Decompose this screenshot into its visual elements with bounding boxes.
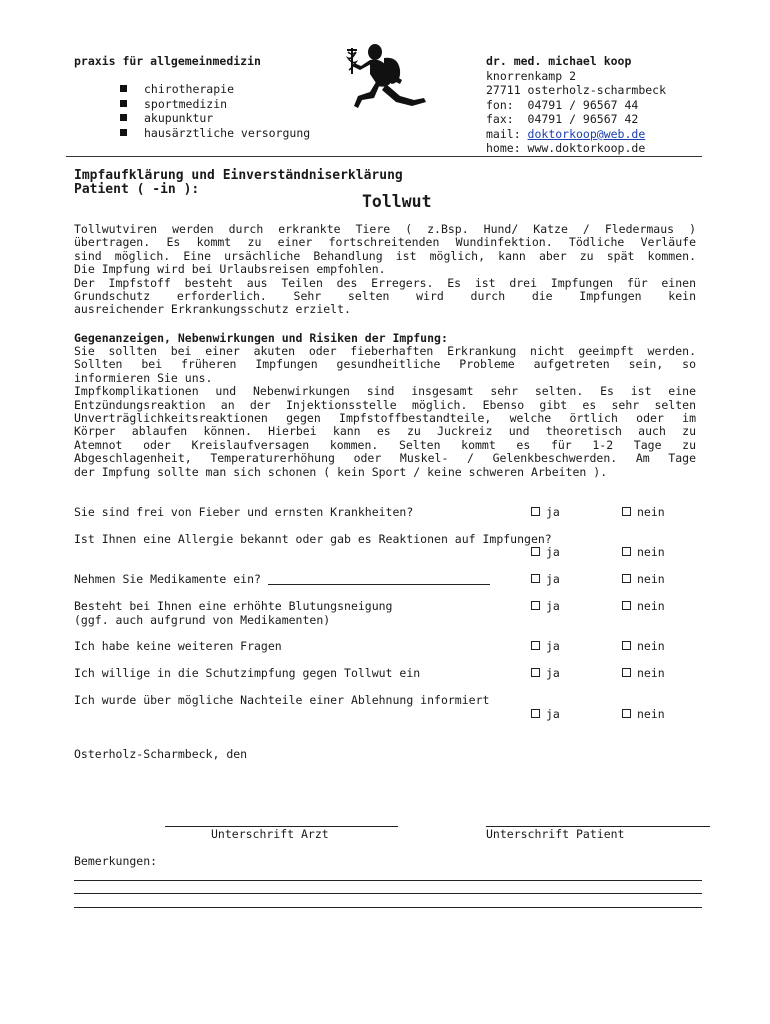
bullet-icon	[120, 114, 127, 121]
mail-line: mail: doktorkoop@web.de	[486, 126, 646, 141]
checkbox-bleeding-no[interactable]: nein	[622, 599, 665, 613]
risks-heading: Gegenanzeigen, Nebenwirkungen und Risiken der Impfung:	[74, 331, 448, 345]
checkbox-icon	[622, 641, 631, 650]
remarks-label: Bemerkungen:	[74, 854, 158, 868]
checkbox-icon	[531, 668, 540, 677]
checkbox-bleeding-yes[interactable]: ja	[531, 599, 560, 613]
service-item: sportmedizin	[120, 97, 310, 112]
street: knorrenkamp 2	[486, 68, 577, 83]
checkbox-icon	[531, 709, 540, 718]
checkbox-refusal-no[interactable]: nein	[622, 707, 665, 721]
service-item: hausärztliche versorgung	[120, 126, 310, 141]
patient-label: Patient ( -in ):	[74, 182, 200, 197]
checkbox-icon	[531, 601, 540, 610]
phone: fon: 04791 / 96567 44	[486, 97, 639, 112]
services-list	[120, 82, 310, 140]
doctor-signature-label: Unterschrift Arzt	[211, 827, 329, 841]
remarks-line[interactable]	[74, 893, 702, 894]
remarks-line[interactable]	[74, 907, 702, 908]
checkbox-icon	[622, 547, 631, 556]
checkbox-medication-no[interactable]: nein	[622, 572, 665, 586]
checkbox-consent-no[interactable]: nein	[622, 666, 665, 680]
question-bleeding-note: (ggf. auch aufgrund von Medikamenten)	[74, 613, 331, 627]
checkbox-refusal-yes[interactable]: ja	[531, 707, 560, 721]
question-allergy: Ist Ihnen eine Allergie bekannt oder gab es Reaktionen auf Impfungen?	[74, 532, 552, 546]
intro-text: Tollwutviren werden durch erkrankte Tiere ( z.Bsp. Hund/ Katze / Fledermaus ) übertragen. Es kommt zu einer fortschreitenden Wundinfektion. Tödliche Verläufe sind möglich. Eine ursächliche Behandlung ist möglich, kann aber zu spät kommen. Die Impfung wird bei Urlaubsreisen empfohlen. Der Impfstoff besteht aus Teilen des Erregers. Es ist drei Impfungen für einen Grundschutz erforderlich. Sehr selten wird durch die Impfungen kein ausreichender Erkrankungsschutz erzielt.	[74, 223, 696, 317]
checkbox-allergy-yes[interactable]: ja	[531, 545, 560, 559]
checkbox-icon	[622, 507, 631, 516]
checkbox-medication-yes[interactable]: ja	[531, 572, 560, 586]
doctor-name: dr. med. michael koop	[486, 54, 632, 68]
service-item: chirotherapie	[120, 82, 310, 97]
city: 27711 osterholz-scharmbeck	[486, 83, 667, 97]
risks-text: Sie sollten bei einer akuten oder fieberhaften Erkrankung nicht geeimpft werden. Sollten bei früheren Impfungen gesundheitliche Probleme aufgetreten sein, so informieren Sie uns. Impfkomplikationen und Nebenwirkungen sind insgesamt sehr selten. Es ist eine Entzündungsreaktion an der Injektionsstelle möglich. Ebenso gibt es sehr selten Unverträglichkeitsreaktionen gegen Impfstoffbestandteile, welche örtlich oder im Körper ablaufen können. Hierbei kann es zu Juckreiz und theoretisch auch zu Atemnot oder Kreislaufversagen kommen. Selten kommt es für 1-2 Tage zu Abgeschlagenheit, Temperaturerhöhung oder Muskel- / Gelenkbeschwerden. Am Tage der Impfung sollte man sich schonen ( kein Sport / keine schweren Arbeiten ).	[74, 345, 696, 479]
bullet-icon	[120, 100, 127, 107]
mail-link[interactable]: doktorkoop@web.de	[527, 126, 646, 141]
bullet-icon	[120, 129, 127, 136]
checkbox-nofurther-yes[interactable]: ja	[531, 639, 560, 653]
bullet-icon	[120, 85, 127, 92]
medication-input[interactable]	[268, 574, 490, 585]
running-doctor-icon	[340, 40, 430, 122]
checkbox-icon	[531, 574, 540, 583]
checkbox-fever-yes[interactable]: ja	[531, 505, 560, 519]
checkbox-icon	[531, 507, 540, 516]
remarks-line[interactable]	[74, 880, 702, 881]
checkbox-consent-yes[interactable]: ja	[531, 666, 560, 680]
checkbox-icon	[622, 601, 631, 610]
question-refusal-info: Ich wurde über mögliche Nachteile einer Ablehnung informiert	[74, 693, 490, 707]
service-item: akupunktur	[120, 111, 310, 126]
fax: fax: 04791 / 96567 42	[486, 112, 639, 126]
checkbox-icon	[622, 668, 631, 677]
question-no-further: Ich habe keine weiteren Fragen	[74, 639, 282, 653]
question-consent: Ich willige in die Schutzimpfung gegen Tollwut ein	[74, 666, 421, 680]
question-medication: Nehmen Sie Medikamente ein?	[74, 572, 490, 586]
checkbox-icon	[622, 574, 631, 583]
doctor-address	[486, 54, 666, 156]
vaccine-title: Tollwut	[362, 192, 432, 211]
practice-name: praxis für allgemeinmedizin	[74, 54, 261, 68]
question-bleeding: Besteht bei Ihnen eine erhöhte Blutungsneigung	[74, 599, 393, 613]
checkbox-allergy-no[interactable]: nein	[622, 545, 665, 559]
checkbox-icon	[531, 641, 540, 650]
checkbox-icon	[531, 547, 540, 556]
question-fever: Sie sind frei von Fieber und ernsten Krankheiten?	[74, 505, 414, 519]
checkbox-fever-no[interactable]: nein	[622, 505, 665, 519]
checkbox-nofurther-no[interactable]: nein	[622, 639, 665, 653]
checkbox-icon	[622, 709, 631, 718]
form-title: Impfaufklärung und Einverständniserklärung	[74, 168, 403, 183]
patient-signature-label: Unterschrift Patient	[486, 827, 625, 841]
header-divider	[66, 156, 702, 157]
place-date: Osterholz-Scharmbeck, den	[74, 747, 248, 761]
homepage: home: www.doktorkoop.de	[486, 141, 646, 155]
